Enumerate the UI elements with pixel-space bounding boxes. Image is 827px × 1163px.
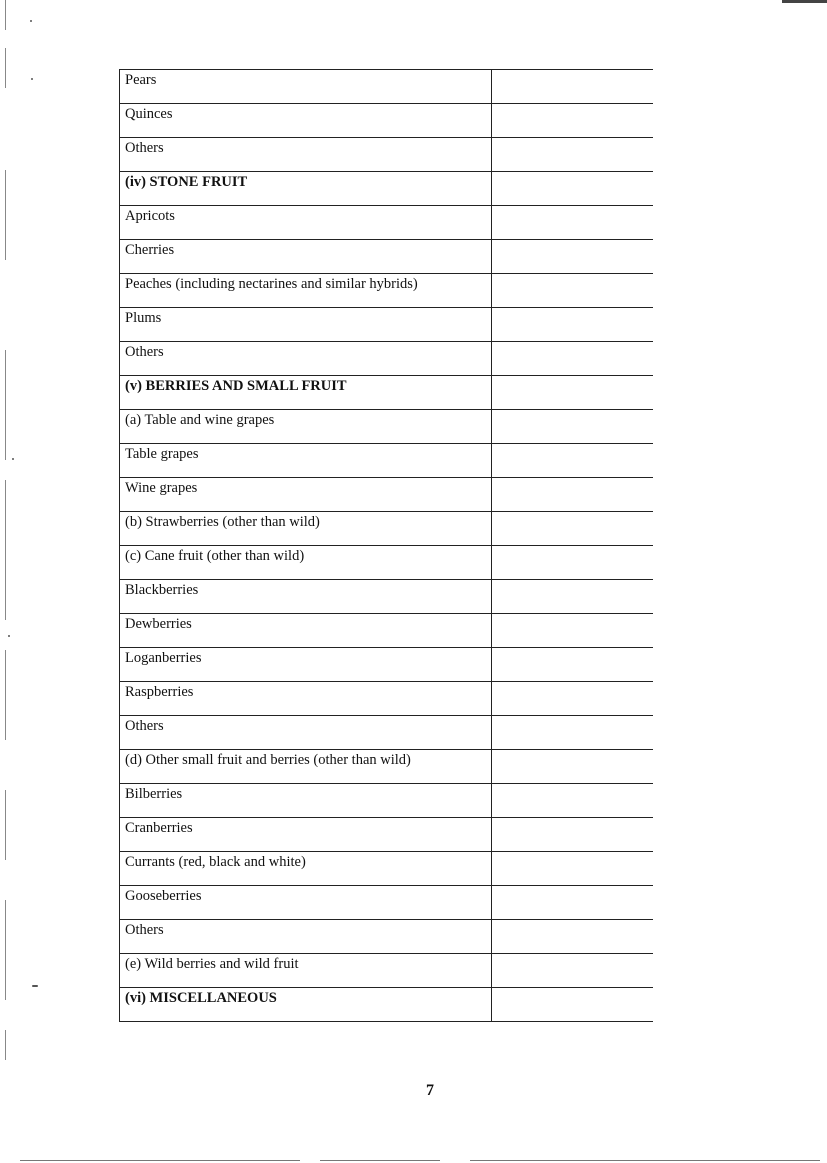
table-row: [120, 308, 653, 342]
section-heading: (iv) STONE FRUIT: [120, 172, 492, 206]
value-cell: [492, 512, 653, 546]
table-row: [120, 376, 653, 410]
value-cell: [492, 580, 653, 614]
value-cell: [492, 818, 653, 852]
scan-edge-line: [5, 900, 6, 1000]
scan-speck: [31, 78, 33, 80]
scan-bottom-line: [20, 1160, 300, 1161]
table-row: [120, 648, 653, 682]
value-cell: [492, 682, 653, 716]
scan-bottom-line: [320, 1160, 440, 1161]
scan-speck: [32, 985, 38, 987]
value-cell: [492, 308, 653, 342]
table-row: [120, 512, 653, 546]
scan-corner-mark: [782, 0, 827, 3]
table-row: [120, 682, 653, 716]
value-cell: [492, 614, 653, 648]
table-row: [120, 172, 653, 206]
row-label: Currants (red, black and white): [120, 852, 492, 886]
row-label: (a) Table and wine grapes: [120, 410, 492, 444]
value-cell: [492, 376, 653, 410]
scan-edge-line: [5, 480, 6, 620]
row-label: Gooseberries: [120, 886, 492, 920]
value-cell: [492, 784, 653, 818]
row-label: (c) Cane fruit (other than wild): [120, 546, 492, 580]
table-row: [120, 410, 653, 444]
table-row: [120, 240, 653, 274]
table-row: [120, 614, 653, 648]
row-label: Table grapes: [120, 444, 492, 478]
value-cell: [492, 954, 653, 988]
value-cell: [492, 648, 653, 682]
scan-speck: [8, 635, 10, 637]
value-cell: [492, 716, 653, 750]
table-row: [120, 478, 653, 512]
table-row: [120, 784, 653, 818]
table-row: [120, 716, 653, 750]
row-label: Apricots: [120, 206, 492, 240]
value-cell: [492, 852, 653, 886]
section-heading: (vi) MISCELLANEOUS: [120, 988, 492, 1022]
scan-edge-line: [5, 1030, 6, 1060]
value-cell: [492, 240, 653, 274]
row-label: Cranberries: [120, 818, 492, 852]
table-row: [120, 954, 653, 988]
value-cell: [492, 444, 653, 478]
row-label: Pears: [120, 70, 492, 104]
table-row: [120, 104, 653, 138]
value-cell: [492, 274, 653, 308]
scan-edge-line: [5, 48, 6, 88]
value-cell: [492, 750, 653, 784]
row-label: Wine grapes: [120, 478, 492, 512]
value-cell: [492, 478, 653, 512]
row-label: Raspberries: [120, 682, 492, 716]
row-label: Bilberries: [120, 784, 492, 818]
table-row: [120, 580, 653, 614]
value-cell: [492, 172, 653, 206]
row-label: (e) Wild berries and wild fruit: [120, 954, 492, 988]
table-row: [120, 818, 653, 852]
row-label: Quinces: [120, 104, 492, 138]
scan-speck: [30, 20, 32, 22]
table-row: [120, 138, 653, 172]
row-label: Plums: [120, 308, 492, 342]
value-cell: [492, 206, 653, 240]
value-cell: [492, 988, 653, 1022]
row-label: Blackberries: [120, 580, 492, 614]
scan-edge-line: [5, 350, 6, 460]
table-row: [120, 920, 653, 954]
row-label: Loganberries: [120, 648, 492, 682]
page-number: 7: [426, 1082, 434, 1099]
fruit-table-body: [120, 70, 653, 1022]
row-label: Others: [120, 342, 492, 376]
value-cell: [492, 886, 653, 920]
row-label: Cherries: [120, 240, 492, 274]
table-row: [120, 852, 653, 886]
row-label: (d) Other small fruit and berries (other than wild): [120, 750, 492, 784]
scan-speck: [12, 458, 14, 460]
value-cell: [492, 104, 653, 138]
table-row: [120, 886, 653, 920]
row-label: Others: [120, 920, 492, 954]
row-label: Others: [120, 138, 492, 172]
row-label: Others: [120, 716, 492, 750]
table-row: [120, 444, 653, 478]
scan-bottom-line: [470, 1160, 820, 1161]
fruit-table: [119, 69, 653, 1022]
value-cell: [492, 920, 653, 954]
row-label: Dewberries: [120, 614, 492, 648]
row-label: Peaches (including nectarines and similar hybrids): [120, 274, 492, 308]
table-row: [120, 988, 653, 1022]
table-row: [120, 70, 653, 104]
table-row: [120, 750, 653, 784]
scan-edge-line: [5, 790, 6, 860]
scan-edge-line: [5, 170, 6, 260]
scan-edge-line: [5, 0, 6, 30]
scan-edge-line: [5, 650, 6, 740]
table-row: [120, 546, 653, 580]
value-cell: [492, 70, 653, 104]
section-heading: (v) BERRIES AND SMALL FRUIT: [120, 376, 492, 410]
table-row: [120, 342, 653, 376]
row-label: (b) Strawberries (other than wild): [120, 512, 492, 546]
table-row: [120, 206, 653, 240]
value-cell: [492, 546, 653, 580]
table-row: [120, 274, 653, 308]
value-cell: [492, 138, 653, 172]
value-cell: [492, 410, 653, 444]
value-cell: [492, 342, 653, 376]
